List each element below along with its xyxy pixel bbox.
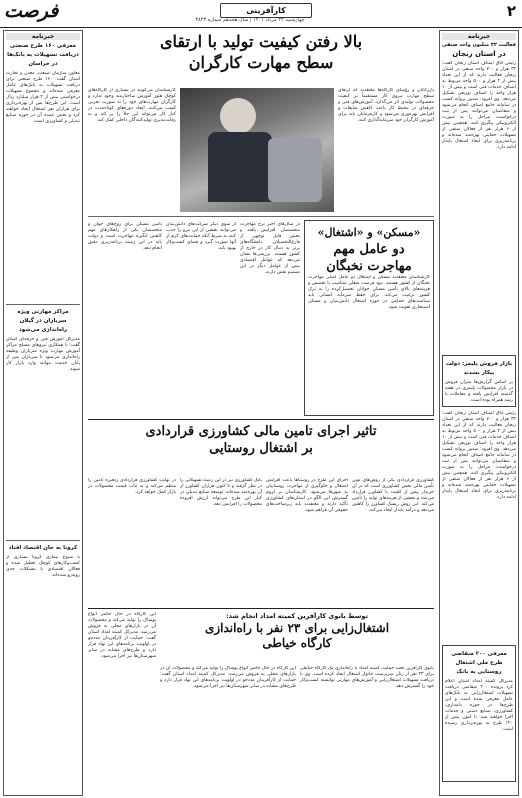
right-sidebar	[439, 30, 519, 796]
right-news-body: رئیس اتاق اصناف استان زنجان گفت: ۳۲ هزار و ۷۰۰ واحد صنفی در استان زنجان فعالیت دارند که از این تعداد بیش از ۲ هزار و ۵۰۰ واحد مربوط به اصناف خدمات فنی است و بیش از ۱۰ هزار واحد را اصناف توزیعی تشکیل می‌دهد. وی افزود: صدور پروانه کسب در سامانه جامع اصناف انجام می‌شود و متقاضیان می‌توانند پس از ثبت درخواست، مراحل را به صورت الکترونیکی پیگیری کنند. همچنین بیش از ۶ هزار نفر از فعالان صنفی از تسهیلات حمایتی بهره‌مند شده‌اند و برنامه‌ریزی برای ایجاد اشتغال پایدار ادامه دارد.	[442, 61, 516, 150]
agri-headline	[88, 423, 434, 475]
tailoring-side-col: این کارگاه در حال حاضر انواع پوشاک را تولید می‌کند و محصولات آن در بازارهای محلی به فروش می‌رسد. مدیرکل کمیته امداد استان گفت: حمایت از کارآفرینان مددجو در اولویت برنامه‌های این نهاد قرار دارد و طرح‌های مشابه در سایر شهرستان‌ها نیز اجرا می‌شود.	[88, 612, 156, 659]
left-news1-body: معاون سازمان صنعت، معدن و تجارت استان گفت: ۱۶۰ طرح صنعتی برای دریافت تسهیلات به بانک‌های عامل معرفی شده‌اند و مجموع تسهیلات درخواستی بیش از ۲ هزار میلیارد ریال است. این طرح‌ها پس از بهره‌برداری برای هزاران نفر اشتغال ایجاد خواهند کرد و بخش عمده آن در حوزه صنایع تبدیلی و کشاورزی است.	[6, 71, 80, 124]
lead-body-left: کارشناسان می‌گویند در بسیاری از کارگاه‌های کوچک هنوز آموزش ساختارمند وجود ندارد و کارگران مهارت‌های خود را به صورت تجربی کسب می‌کنند. ایجاد دوره‌های کوتاه‌مدت در کنار کار می‌تواند این خلأ را پر کند و به رقابت‌پذیری تولیدکنندگان داخلی کمک کند.	[88, 88, 176, 123]
tailoring-headline	[160, 612, 434, 662]
lead-headline	[88, 31, 434, 83]
issue-info: چهارشنبه ۲۲ مرداد ۱۴۰۱ | سال هجدهم شماره ۳۸۴۳	[195, 17, 305, 23]
agri-col-3: بانک کشاورزی نیز در این زمینه تسهیلاتی را در نظر گرفته و تا کنون هزاران کشاورز از آن بهره‌مند شده‌اند. توسعه صنایع تبدیلی در کنار این طرح می‌تواند ارزش افزوده محصولات را افزایش دهد.	[180, 478, 262, 507]
right-news-kicker: فعالیت ۳۲ میلیون واحد صنفی	[442, 42, 516, 48]
mid-divider	[88, 419, 434, 420]
agri-col-4: در نهایت کشاورزی قراردادی زنجیره تأمین را منظم می‌کند و به ثبات قیمت محصولات در بازار کمک خواهد کرد.	[88, 478, 176, 495]
elite-col-2: از سوی دیگر شرکت‌های دانش‌بنیان می‌توانند بخشی از این نیرو را جذب کنند به شرط آنکه حمایت‌های لازم از آنها صورت گیرد و فضای کسب‌وکار بهبود یابد.	[166, 222, 236, 251]
machine-figure	[268, 138, 322, 202]
lead-title-line2: سطح مهارت کارگران	[188, 53, 334, 72]
newspaper-logo: فرصت	[4, 0, 59, 22]
tailoring-title-line2: کارگاه خیاطی	[262, 636, 332, 650]
right-news-body-cont: رئیس اتاق اصناف استان زنجان گفت: ۳۲ هزار و ۷۰۰ واحد صنفی در استان زنجان فعالیت دارند که از این تعداد بیش از ۲ هزار و ۵۰۰ واحد مربوط به اصناف خدمات فنی است و بیش از ۱۰ هزار واحد را اصناف توزیعی تشکیل می‌دهد. وی افزود: صدور پروانه کسب در سامانه جامع اصناف انجام می‌شود و متقاضیان می‌توانند پس از ثبت درخواست، مراحل را به صورت الکترونیکی پیگیری کنند. همچنین بیش از ۶ هزار نفر از فعالان صنفی از تسهیلات حمایتی بهره‌مند شده‌اند و برنامه‌ریزی برای ایجاد اشتغال پایدار ادامه دارد.	[442, 411, 516, 500]
left-sidebar	[3, 30, 83, 796]
tailoring-col-1: بانوی کارآفرین تحت حمایت کمیته امداد با راه‌اندازی یک کارگاه خیاطی برای ۲۳ نفر از زنان سرپرست خانوار اشتغال ایجاد کرده است. وی با دریافت تسهیلات اشتغال‌زایی و آموزش‌های مهارتی توانسته کسب‌وکار خود را گسترش دهد.	[300, 666, 434, 689]
elite-kicker: «مسکن» و «اشتغال»	[317, 226, 421, 239]
elite-col-3: تأمین مسکن برای زوج‌های جوان و متخصصان یکی از راهکارهای مهم کاهش انگیزه مهاجرت است و دولت باید در این زمینه برنامه‌ریزی دقیق انجام دهد.	[88, 222, 162, 251]
page-number: ۲	[506, 2, 516, 20]
right-news-box-2	[442, 645, 516, 782]
masthead	[0, 0, 522, 26]
elite-migration-box	[304, 220, 434, 416]
lead-photo	[180, 88, 334, 212]
agri-col-1: کشاورزی قراردادی یکی از روش‌های نوین تأمین مالی بخش کشاورزی است که در آن خریدار پیش از کشت با کشاورز قرارداد می‌بندد و بخشی از هزینه‌های تولید را تأمین می‌کند. این روش ریسک کشاورز را کاهش می‌دهد و درآمد پایدار ایجاد می‌کند.	[352, 478, 434, 513]
left-news3-title: کرونا به جان اقتصاد افتاد	[8, 545, 78, 551]
agri-title-line1: تاثیر اجرای تامین مالی کشاورزی قراردادی	[145, 424, 377, 439]
right-news-box-1	[442, 355, 516, 407]
agri-divider	[88, 608, 434, 609]
elite-title-line2: مهاجرت نخبگان	[326, 259, 412, 274]
right-box1-title: بازار فروش پلیمر: دولت بیکار نشدند	[445, 361, 513, 376]
elite-col-1: در سال‌های اخیر نرخ مهاجرت متخصصان افزایش یافته و بخش قابل توجهی از فارغ‌التحصیلان دانشگاه‌های برتر به دنبال کار در خارج از کشور هستند. بررسی‌ها نشان می‌دهد که عوامل اقتصادی بیش از عوامل دیگر در این تصمیم نقش دارند.	[240, 222, 300, 275]
section-name: کارآفرینی	[220, 3, 312, 18]
elite-body: کارشناسان معتقدند مسکن و اشتغال دو عامل اصلی مهاجرت نخبگان از کشور هستند. نبود فرصت شغلی متناسب با تخصص و هزینه‌های بالای تأمین مسکن جوانان تحصیل‌کرده را به ترک کشور ترغیب می‌کند. برای حفظ سرمایه انسانی باید سیاست‌های حمایتی در حوزه اشتغال دانش‌بنیان و مسکن استیجاری تقویت شود.	[308, 275, 430, 310]
worker-figure	[220, 98, 256, 134]
agri-title-line2: بر اشتغال روستایی	[209, 441, 313, 456]
left-news1-title: معرفی ۱۶۰ طرح صنعتی دریافت تسهیلات به بانک‌ها در خراسان	[7, 43, 79, 67]
lead-title-line1: بالا رفتن کیفیت تولید با ارتقای	[159, 32, 363, 51]
worker-body	[208, 132, 272, 202]
lead-divider	[88, 216, 434, 217]
tailoring-kicker: توسط بانوی کارآفرین کمیته امداد انجام شد:	[226, 612, 368, 620]
masthead-divider	[0, 27, 522, 28]
left-news2-title: مراکز مهارتی ویژه سربازان در گیلان راه‌اندازی می‌شود	[17, 309, 69, 333]
lead-body-right: بازرگانان و رؤسای کارگاه‌ها معتقدند که ارتقای سطح مهارت نیروی کار مستقیماً بر کیفیت محصولات تولیدی اثر می‌گذارد. آموزش‌های فنی و حرفه‌ای در محیط کار باعث کاهش ضایعات و افزایش بهره‌وری می‌شود و کارفرمایان باید برای آموزش کارگران خود سرمایه‌گذاری کنند.	[338, 88, 434, 123]
right-box2-body: مدیرکل کمیته امداد استان اعلام کرد پرونده ۲۰۰ متقاضی دریافت تسهیلات اشتغال‌زایی به بانک‌های عامل معرفی شده است و این طرح‌ها در حوزه دامداری، کشاورزی، صنایع دستی و خدمات اجرا خواهند شد. تا کنون بیش از ۱۲۰ طرح به بهره‌برداری رسیده است.	[445, 679, 513, 732]
right-sidebar-header: خبرنامه	[442, 33, 516, 40]
right-box2-title: معرفی ۲۰۰ متقاضی طرح ملی اشتغال روستایی به بانک	[451, 651, 507, 675]
tailoring-title-line1: اشتغال‌زایی برای ۲۳ نفر با راه‌اندازی	[204, 621, 390, 635]
elite-title-line1: دو عامل مهم	[333, 242, 405, 257]
tailoring-col-2: این کارگاه در حال حاضر انواع پوشاک را تولید می‌کند و محصولات آن در بازارهای محلی به فروش می‌رسد. مدیرکل کمیته امداد استان گفت: حمایت از کارآفرینان مددجو در اولویت برنامه‌های این نهاد قرار دارد و طرح‌های مشابه در سایر شهرستان‌ها نیز اجرا می‌شود.	[160, 666, 296, 689]
left-sidebar-header: خبرنامه	[6, 33, 80, 40]
agri-col-2: اجرای این طرح در روستاها باعث افزایش اشتغال و جلوگیری از مهاجرت روستاییان به شهرها می‌شود. کارشناسان بر لزوم گسترش این الگو در استان‌های کشاورزی تأکید دارند و معتقدند باید زیرساخت‌های حقوقی آن فراهم شود.	[266, 478, 348, 513]
left-news2-body: مدیرکل آموزش فنی و حرفه‌ای استان گفت: با همکاری نیروهای مسلح مراکز آموزش مهارت ویژه سربازان وظیفه راه‌اندازی می‌شود تا سربازان پس از پایان خدمت بتوانند وارد بازار کار شوند.	[6, 337, 80, 372]
right-news-title: در استان زنجان	[452, 50, 506, 58]
left-divider-2	[6, 540, 80, 541]
left-divider-1	[6, 304, 80, 305]
left-news3-body: با شیوع بیماری کرونا بسیاری از کسب‌وکارهای کوچک تعطیل شده و فعالان اقتصادی با مشکلات جدی روبه‌رو شده‌اند.	[6, 555, 80, 578]
right-box1-body: بر اساس گزارش‌ها میزان فروش در بازار محصولات پلیمری در هفته گذشته افزایش یافته و معاملات با رشد همراه بوده است.	[445, 380, 513, 403]
